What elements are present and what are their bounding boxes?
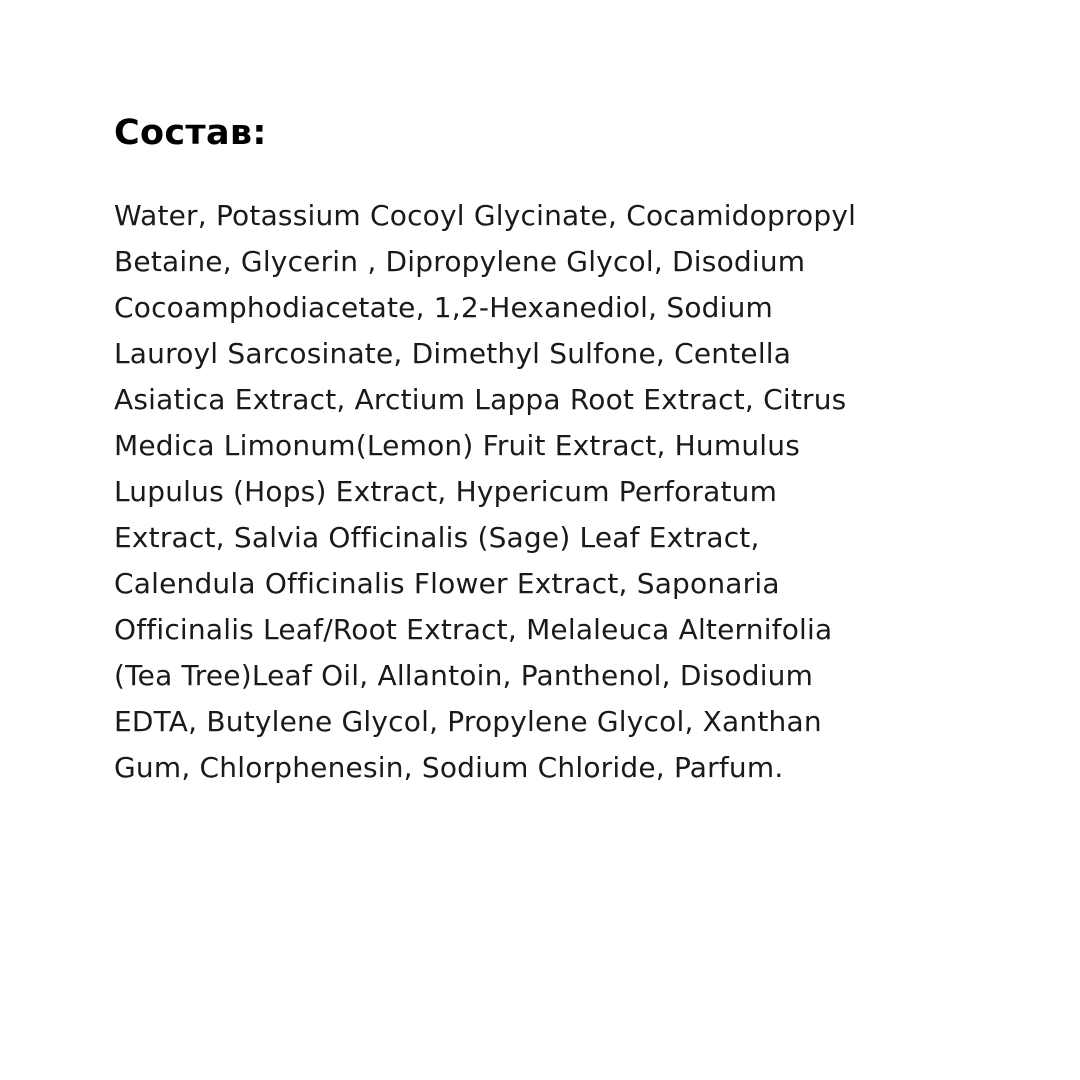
ingredients-line: Officinalis Leaf/Root Extract, Melaleuca Alternifolia — [114, 613, 833, 646]
ingredients-line: EDTA, Butylene Glycol, Propylene Glycol, Xanthan — [114, 705, 822, 738]
ingredients-text — [114, 193, 974, 791]
ingredients-line: Gum, Chlorphenesin, Sodium Chloride, Parfum. — [114, 751, 784, 784]
ingredients-line: Lauroyl Sarcosinate, Dimethyl Sulfone, Centella — [114, 337, 792, 370]
ingredients-line: Lupulus (Hops) Extract, Hypericum Perforatum — [114, 475, 778, 508]
ingredients-line: Medica Limonum(Lemon) Fruit Extract, Humulus — [114, 429, 800, 462]
ingredients-line: Extract, Salvia Officinalis (Sage) Leaf Extract, — [114, 521, 760, 554]
ingredients-line: (Tea Tree)Leaf Oil, Allantoin, Panthenol, Disodium — [114, 659, 814, 692]
ingredients-line: Water, Potassium Cocoyl Glycinate, Cocamidopropyl — [114, 199, 857, 232]
ingredients-line: Cocoamphodiacetate, 1,2-Hexanediol, Sodium — [114, 291, 774, 324]
ingredients-line: Calendula Officinalis Flower Extract, Saponaria — [114, 567, 780, 600]
ingredients-line: Asiatica Extract, Arctium Lappa Root Extract, Citrus — [114, 383, 847, 416]
ingredients-line: Betaine, Glycerin , Dipropylene Glycol, Disodium — [114, 245, 806, 278]
composition-heading: Состав: — [114, 113, 267, 153]
